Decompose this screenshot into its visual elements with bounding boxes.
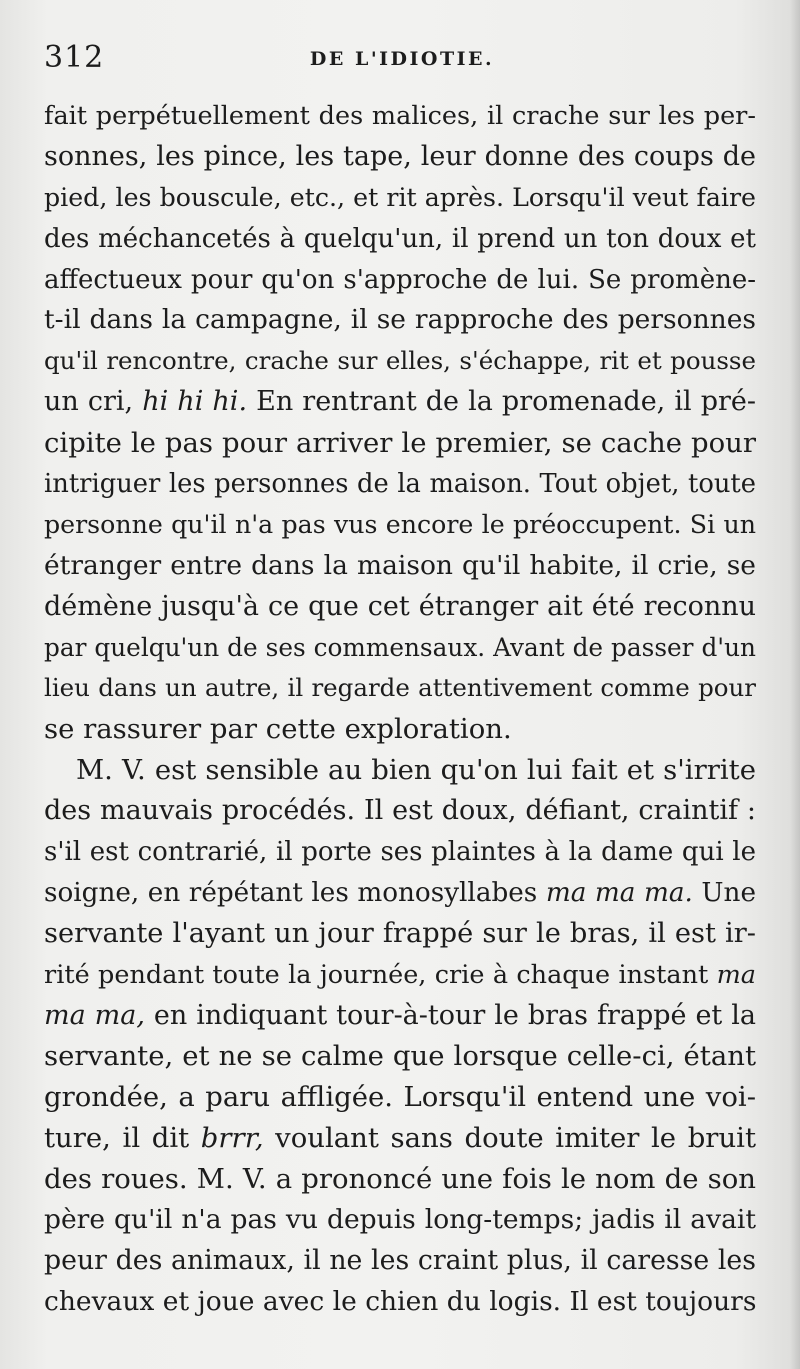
italic-text: brrr,	[200, 1122, 264, 1155]
text-line: grondée, a paru affligée. Lorsqu'il entend une voi-	[44, 1081, 756, 1114]
text-line: affectueux pour qu'on s'approche de lui. Se promène-	[44, 264, 756, 295]
text-line: s'il est contrarié, il porte ses plaintes à la dame qui le	[44, 837, 756, 868]
text-line: des méchancetés à quelqu'un, il prend un ton doux et	[44, 223, 756, 254]
text-line: t-il dans la campagne, il se rapproche des personnes	[44, 304, 756, 336]
text-line: intriguer les personnes de la maison. Tout objet, toute	[44, 469, 756, 500]
text-line: qu'il rencontre, crache sur elles, s'échappe, rit et pousse	[44, 346, 756, 376]
text-line: des mauvais procédés. Il est doux, défiant, craintif :	[44, 795, 756, 827]
italic-text: ma ma,	[44, 999, 145, 1031]
text-line: des roues. M. V. a prononcé une fois le nom de son	[44, 1163, 756, 1196]
text-line: sonnes, les pince, les tape, leur donne des coups de	[44, 140, 756, 172]
text-line: soigne, en répétant les monosyllabes ma ma ma. Une	[44, 877, 756, 908]
italic-text: hi hi hi.	[142, 386, 248, 418]
italic-text: ma	[716, 959, 756, 990]
text-line: ture, il dit brrr, voulant sans doute imiter le bruit	[44, 1122, 756, 1155]
text-line: fait perpétuellement des malices, il crache sur les per-	[44, 101, 756, 131]
text-line: pied, les bouscule, etc., et rit après. Lorsqu'il veut faire	[44, 182, 756, 212]
body-text	[44, 96, 756, 1323]
page-edge-shadow	[790, 0, 800, 1369]
page-number: 312	[44, 40, 105, 75]
text-line: père qu'il n'a pas vu depuis long-temps; jadis il avait	[44, 1204, 756, 1236]
text-line: servante l'ayant un jour frappé sur le bras, il est ir-	[44, 917, 756, 949]
text-line: chevaux et joue avec le chien du logis. Il est toujours	[44, 1285, 756, 1317]
italic-text: ma ma ma.	[545, 877, 693, 908]
text-line: un cri, hi hi hi. En rentrant de la promenade, il pré-	[44, 386, 756, 418]
paragraph-start-line: M. V. est sensible au bien qu'on lui fait et s'irrite	[76, 754, 756, 787]
text-line: étranger entre dans la maison qu'il habite, il crie, se	[44, 549, 756, 581]
text-line: ma ma, en indiquant tour-à-tour le bras frappé et la	[44, 999, 756, 1031]
text-line: cipite le pas pour arriver le premier, se cache pour	[44, 427, 756, 460]
text-line: lieu dans un autre, il regarde attentivement comme pour	[44, 673, 756, 703]
text-line: démène jusqu'à ce que cet étranger ait été reconnu	[44, 590, 756, 622]
text-line: peur des animaux, il ne les craint plus, il caresse les	[44, 1244, 756, 1276]
text-line: servante, et ne se calme que lorsque celle-ci, étant	[44, 1040, 756, 1073]
page-header	[44, 40, 760, 80]
text-line: personne qu'il n'a pas vus encore le préoccupent. Si un	[44, 509, 756, 539]
text-line: rité pendant toute la journée, crie à chaque instant ma	[44, 959, 756, 990]
running-title: DE L'IDIOTIE.	[309, 48, 495, 70]
text-line: se rassurer par cette exploration.	[44, 713, 512, 746]
text-line: par quelqu'un de ses commensaux. Avant de passer d'un	[44, 632, 756, 662]
